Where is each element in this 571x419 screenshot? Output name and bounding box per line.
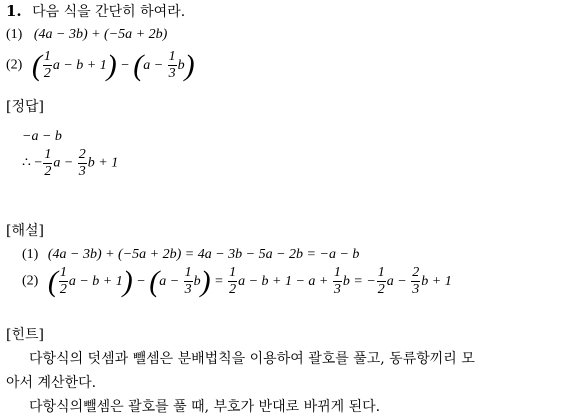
solution-part-1 — [22, 248, 359, 262]
answer-header: [정답] — [6, 99, 44, 115]
problem-number: 1. — [6, 2, 22, 20]
solution-part-2 — [22, 266, 452, 297]
hint-paragraph-1-line-1: 다항식의 덧셈과 뺄셈은 분배법칙을 이용하여 괄호를 풀고, 동류항끼리 모 — [29, 351, 475, 367]
solution-header: [해설] — [6, 223, 44, 239]
hint-paragraph-1-line-2: 아서 계산한다. — [6, 375, 97, 391]
problem-part-1-label: (1) — [6, 27, 23, 42]
hint-header: [힌트] — [6, 327, 44, 343]
problem-header — [6, 4, 185, 19]
problem-part-1-expression: (4a − 3b) + (−5a + 2b) — [33, 27, 168, 42]
problem-instruction: 다음 식을 간단히 하여라. — [32, 4, 186, 20]
hint-paragraph-2: 다항식의뺄셈은 괄호를 풀 때, 부호가 반대로 바뀌게 된다. — [29, 399, 381, 415]
problem-part-2-expression: ( $\frac{1}{2}$ a − b + 1) − (a − $\frac{1}{3}$ b) — [31, 48, 195, 82]
solution-part-1-expression: (4a − 3b) + (−5a + 2b) = 4a − 3b − 5a − 2b = −a − b — [47, 247, 360, 262]
answer-line-1: −a − b — [22, 129, 62, 144]
solution-part-1-label: (1) — [22, 247, 39, 262]
answer-line-2-prefix: ∴ − — [22, 155, 43, 171]
problem-part-2 — [6, 50, 195, 81]
solution-part-2-label: (2) — [22, 273, 39, 289]
solution-part-2-expression: ( $\frac{1}{2}$ a − b + 1) − (a − $\frac{1}{3}$ b) = $\frac{1}{2}$ a − b + 1 − a + $\frac{1}{3}$ b = − $\frac{1}{2}$ a − $\frac{2}{3}$ b + 1 — [47, 264, 452, 298]
problem-part-1 — [6, 28, 167, 42]
problem-part-2-label: (2) — [6, 57, 23, 73]
answer-line-2: ∴ − $\frac{1}{2}$ a − $\frac{2}{3}$ b + 1 — [22, 147, 119, 179]
